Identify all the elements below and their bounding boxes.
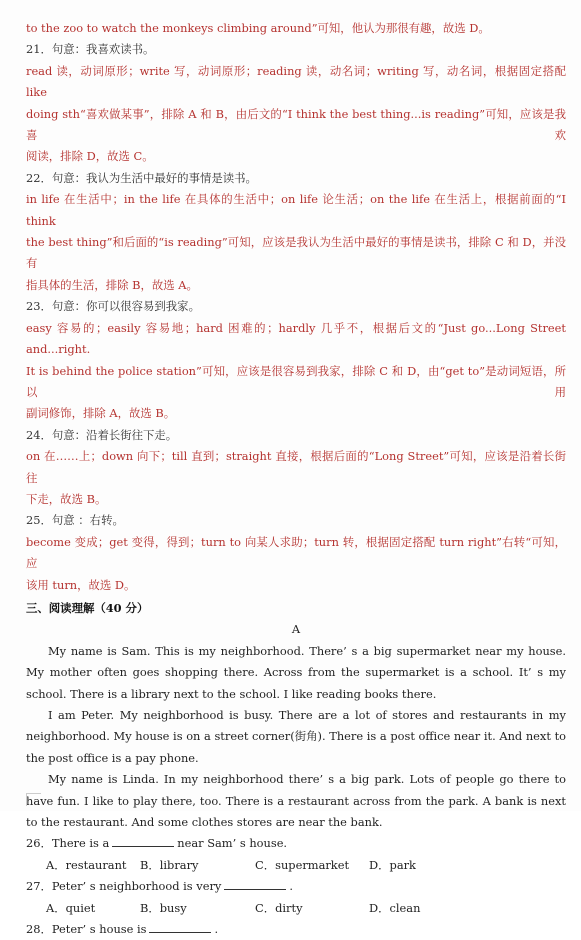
question-meaning-line: 24．句意：沿着长街往下走。: [26, 427, 178, 442]
explanation-line: It is behind the police station”可知，应该是很容易到我家，排除 C 和 D，由“get to”是动词短语，所以用: [26, 363, 566, 399]
explanation-line: become 变成；get 变得，得到；turn to 向某人求助；turn 转，根据固定搭配 turn right”右转“可知，应: [26, 534, 566, 571]
question-text: near Sam’ s house.: [177, 836, 288, 851]
answer-option: A．restaurant: [46, 857, 127, 872]
explanation-line: 该用 turn，故选 D。: [26, 577, 136, 592]
answer-explanations: [26, 18, 566, 596]
passage-paragraph: I am Peter. My neighborhood is busy. There are a lot of stores and restaurants in my neighborhood. My house is on a street corner(街角). There is a post office near it. And next to the post office is a pay phone.: [26, 708, 566, 765]
question-meaning-line: 22．句意：我认为生活中最好的事情是读书。: [26, 170, 257, 185]
answer-option: A．quiet: [46, 900, 96, 915]
question-meaning-line: 23．句意：你可以很容易到我家。: [26, 299, 200, 314]
passage-label: A: [291, 622, 301, 637]
explanation-line: 副词修饰，排除 A，故选 B。: [26, 406, 176, 421]
question-stem: [26, 919, 566, 940]
explanation-line: 阅读，排除 D，故选 C。: [26, 149, 154, 164]
question-text: 27．Peter’ s neighborhood is very: [26, 879, 222, 894]
answer-option: C．dirty: [255, 900, 303, 915]
question-stem: [26, 876, 566, 897]
answer-option: B．busy: [140, 900, 187, 915]
answer-blank: [149, 920, 211, 933]
explanation-line: in life 在生活中；in the life 在具体的生活中；on life 论生活；on the life 在生活上，根据前面的“I think: [26, 192, 566, 228]
explanation-line: 指具体的生活，排除 B，故选 A。: [26, 277, 198, 292]
explanation-line: easy 容易的；easily 容易地；hard 困难的；hardly 几乎不，根据后文的“Just go...Long Street and...right.: [26, 320, 566, 357]
question-text: 26．There is a: [26, 836, 110, 851]
explanation-line: on 在……上；down 向下；till 直到；straight 直接，根据后面的“Long Street”可知，应该是沿着长街往: [26, 449, 566, 485]
question-stem: [26, 833, 566, 854]
question-text: .: [214, 922, 219, 937]
answer-options: [26, 898, 566, 919]
answer-blank: [112, 834, 174, 847]
answer-blank: [224, 877, 286, 890]
explanation-line: 下走，故选 B。: [26, 491, 107, 506]
explanation-line: to the zoo to watch the monkeys climbing around”可知，他认为那很有趣，故选 D。: [26, 21, 490, 35]
questions: [26, 833, 566, 940]
question-meaning-line: 25．句意 ：右转。: [26, 513, 124, 528]
question-meaning-line: 21．句意：我喜欢读书。: [26, 42, 155, 57]
explanation-line: the best thing”和后面的“is reading”可知，应该是我认为生活中最好的事情是读书，排除 C 和 D，并没有: [26, 235, 566, 271]
question-text: .: [289, 879, 293, 894]
answer-option: D．park: [369, 857, 416, 872]
page-corner-mark: [26, 793, 41, 806]
section-title: 三、阅读理解（40 分）: [26, 600, 149, 615]
explanation-line: read 读，动词原形；write 写，动词原形；reading 读，动名词；writing 写，动名词，根据固定搭配 like: [26, 63, 566, 100]
answer-option: D．clean: [369, 900, 421, 915]
passage-paragraph: My name is Sam. This is my neighborhood. There’ s a big supermarket near my house. My mother often goes shopping there. Across from the supermarket is a school. It’ s my school. There is a library next to the school. I like reading books there.: [26, 643, 566, 701]
document-content: [26, 18, 566, 940]
explanation-line: doing sth“喜欢做某事”，排除 A 和 B，由后文的“I think the best thing...is reading”可知，应该是我喜欢: [26, 106, 566, 143]
question-text: 28．Peter’ s house is: [26, 922, 147, 937]
passage-paragraph: My name is Linda. In my neighborhood there’ s a big park. Lots of people go there to have fun. I like to play there, too. There is a restaurant across from the park. A bank is next to the restaurant. And some clothes stores are near the bank.: [26, 772, 566, 830]
answer-options: [26, 855, 566, 876]
answer-option: C．supermarket: [255, 857, 350, 872]
answer-option: B．library: [140, 857, 199, 872]
